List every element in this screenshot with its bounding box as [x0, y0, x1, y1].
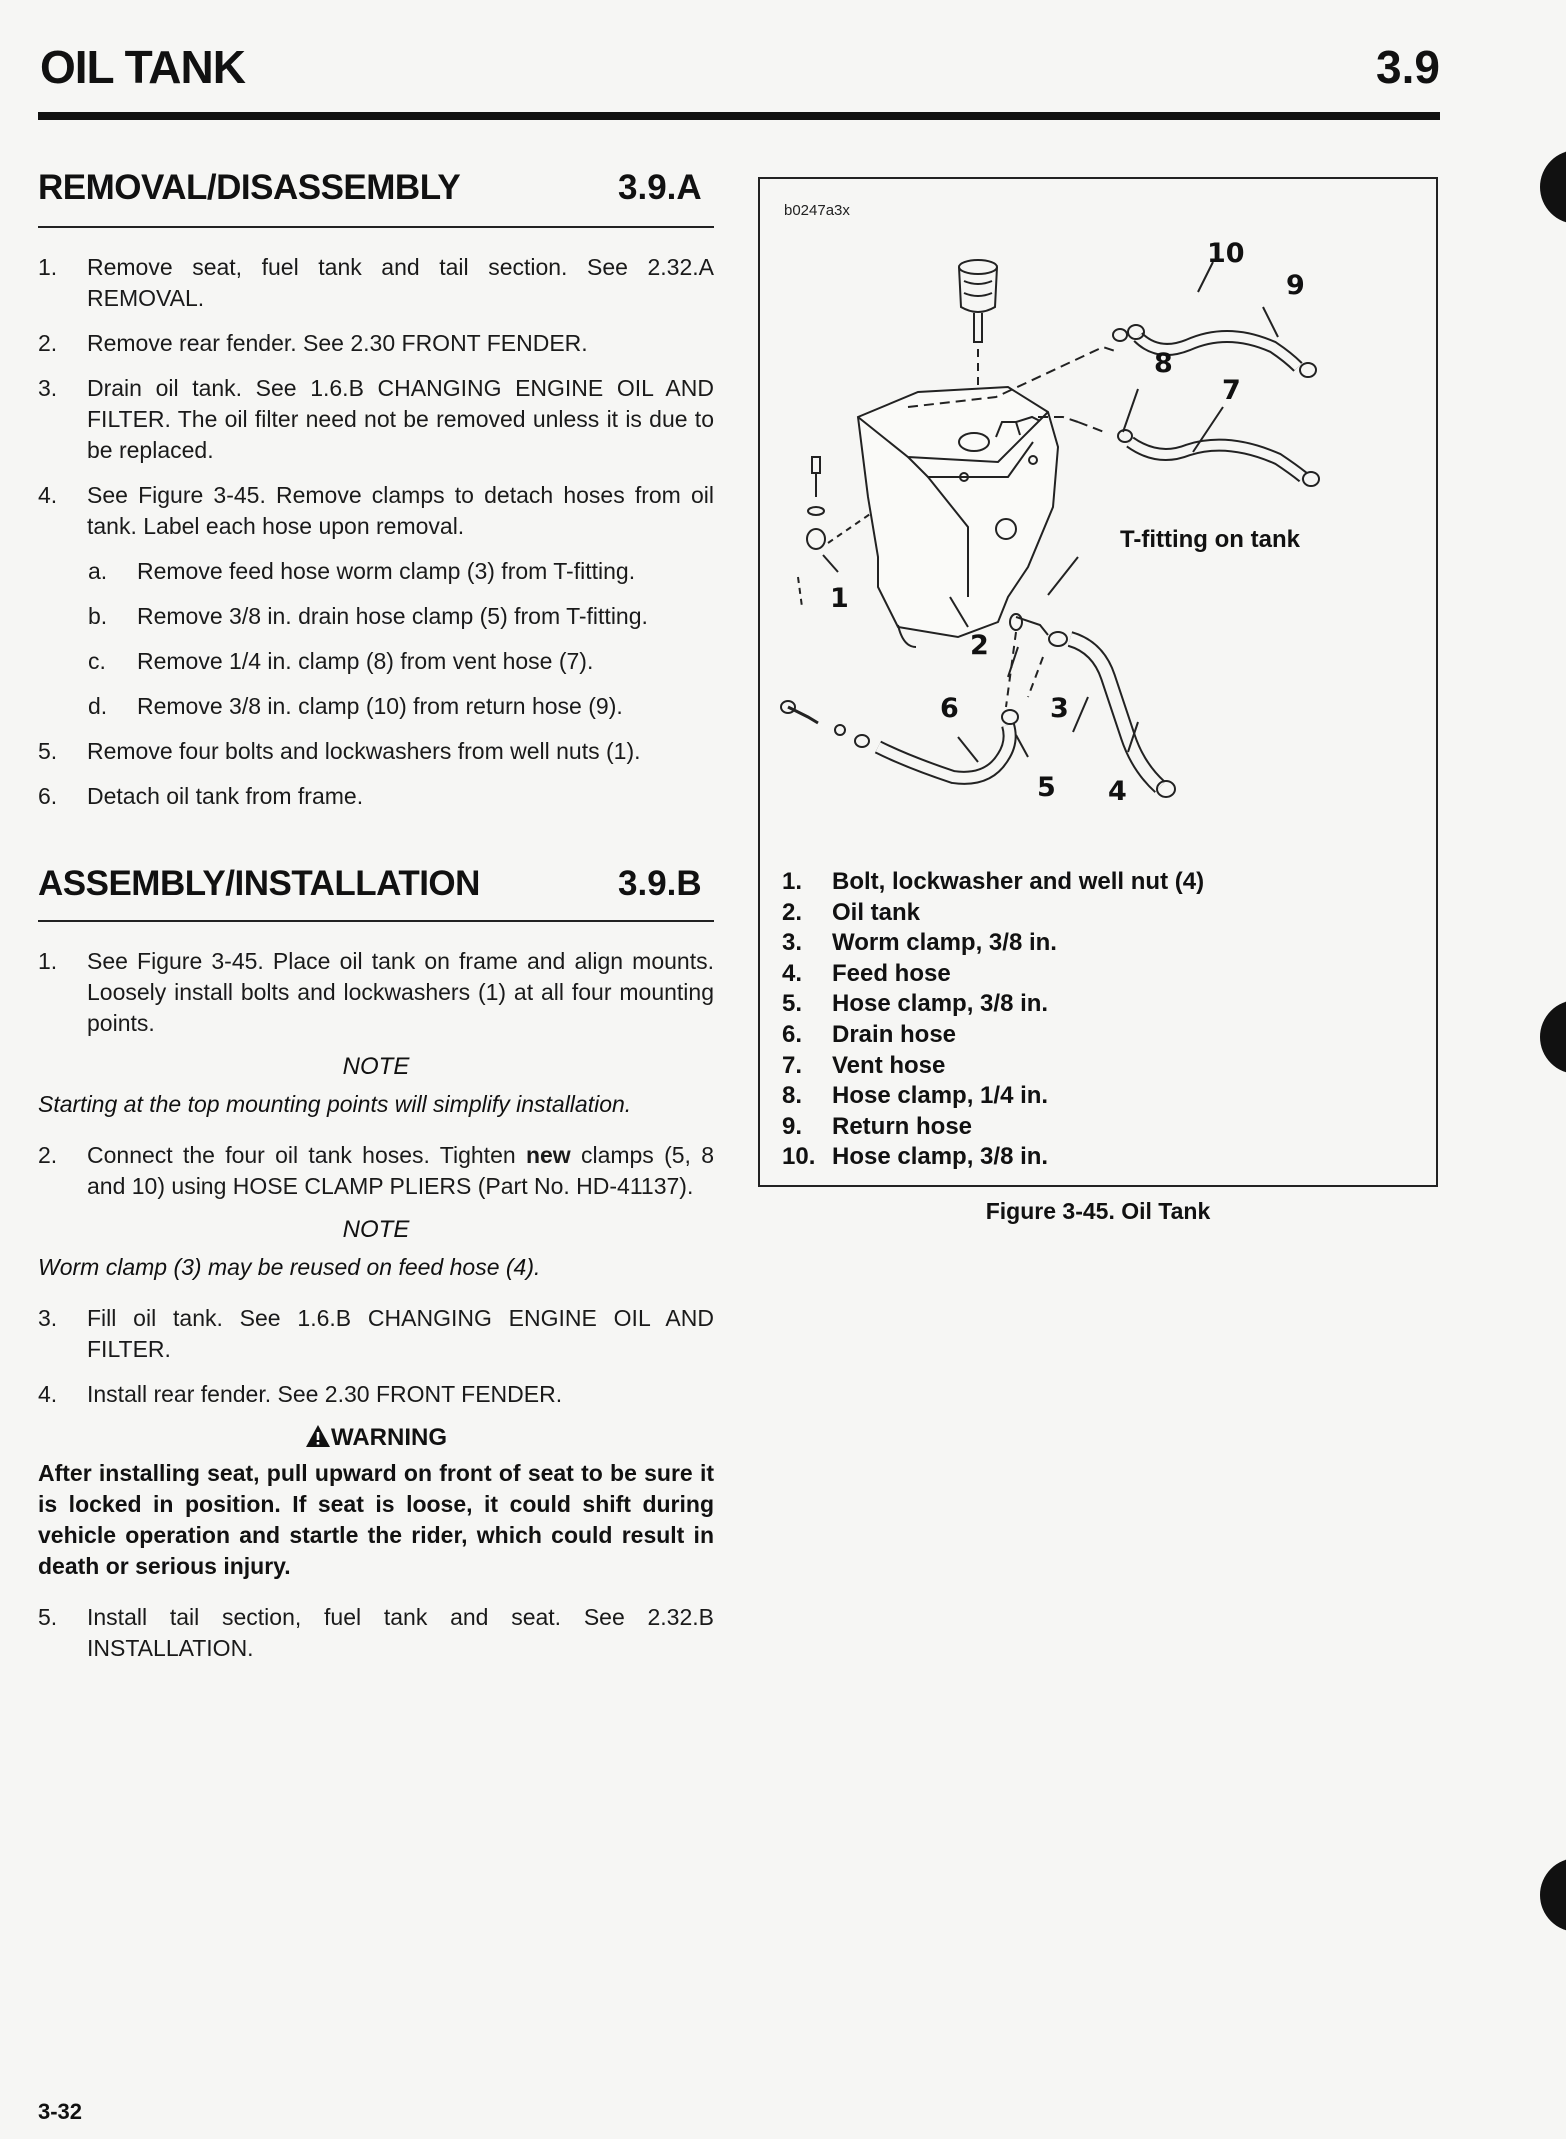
list-item: b. Remove 3/8 in. drain hose clamp (5) from T-fitting.	[88, 603, 648, 629]
assembly-rule	[38, 920, 714, 922]
binder-tab-mark	[1540, 1858, 1566, 1932]
removal-heading: REMOVAL/DISASSEMBLY	[38, 168, 461, 207]
removal-rule	[38, 226, 714, 228]
assembly-steps-c	[38, 1303, 714, 1410]
section-number: 3.9	[1376, 41, 1440, 93]
list-item: 5. Install tail section, fuel tank and seat. See 2.32.B INSTALLATION.	[38, 1604, 714, 1661]
tfitting-label: T-fitting on tank	[1120, 526, 1300, 553]
callout-6: 6	[940, 693, 959, 724]
list-item: 4. See Figure 3-45. Remove clamps to detach hoses from oil tank. Label each hose upon removal.	[38, 482, 714, 539]
list-item: 3. Fill oil tank. See 1.6.B CHANGING ENGINE OIL AND FILTER.	[38, 1305, 714, 1362]
list-item: 1. Remove seat, fuel tank and tail section. See 2.32.A REMOVAL.	[38, 254, 714, 311]
binder-tab-mark	[1540, 150, 1566, 224]
list-item: 2. Connect the four oil tank hoses. Tighten new clamps (5, 8 and 10) using HOSE CLAMP PLIERS (Part No. HD-41137).	[38, 1142, 714, 1199]
assembly-section-code: 3.9.B	[618, 864, 702, 903]
callout-1: 1	[830, 583, 849, 614]
note-text: Starting at the top mounting points will simplify installation.	[38, 1091, 632, 1117]
figure-legend	[782, 867, 1204, 1173]
assembly-body	[38, 946, 714, 1678]
list-item: 2. Remove rear fender. See 2.30 FRONT FENDER.	[38, 330, 588, 356]
list-item: 5. Remove four bolts and lockwashers from well nuts (1).	[38, 738, 641, 764]
page-title: OIL TANK	[40, 41, 245, 93]
note-heading: NOTE	[342, 1053, 410, 1080]
binder-tab-mark	[1540, 1000, 1566, 1074]
legend-item: 4. Feed hose	[782, 959, 951, 987]
callout-4: 4	[1108, 776, 1127, 807]
page-number: 3-32	[38, 2099, 83, 2124]
legend-item: 1. Bolt, lockwasher and well nut (4)	[782, 868, 1205, 895]
legend-item: 10. Hose clamp, 3/8 in.	[782, 1143, 1049, 1171]
assembly-heading: ASSEMBLY/INSTALLATION	[38, 864, 480, 903]
list-item: 4. Install rear fender. See 2.30 FRONT FENDER.	[38, 1381, 563, 1407]
list-item: 3. Drain oil tank. See 1.6.B CHANGING ENGINE OIL AND FILTER. The oil filter need not be removed unless it is due to be replaced.	[38, 375, 714, 463]
list-item: 6. Detach oil tank from frame.	[38, 783, 364, 809]
title-rule	[38, 112, 1440, 120]
legend-item: 6. Drain hose	[782, 1020, 957, 1048]
figure-caption: Figure 3-45. Oil Tank	[985, 1198, 1211, 1224]
warning-text: After installing seat, pull upward on front of seat to be sure it is locked in position. If seat is loose, it could shift during vehicle operation and startle the rider, which could result in death or serious injury.	[38, 1460, 714, 1579]
list-item: 1. See Figure 3-45. Place oil tank on frame and align mounts. Loosely install bolts and lockwashers (1) at all four mounting points.	[38, 948, 714, 1036]
list-item: a. Remove feed hose worm clamp (3) from T-fitting.	[88, 558, 636, 584]
callout-10: 10	[1207, 238, 1245, 269]
legend-item: 8. Hose clamp, 1/4 in.	[782, 1082, 1049, 1110]
list-item: c. Remove 1/4 in. clamp (8) from vent hose (7).	[88, 648, 594, 674]
callout-8: 8	[1154, 348, 1173, 379]
removal-steps	[38, 252, 714, 826]
figure-id: b0247a3x	[784, 202, 850, 219]
assembly-steps-d	[38, 1602, 714, 1664]
legend-item: 5. Hose clamp, 3/8 in.	[782, 990, 1049, 1018]
callout-5: 5	[1037, 772, 1056, 803]
callout-3: 3	[1050, 693, 1069, 724]
callout-2: 2	[970, 630, 989, 661]
warning-heading: WARNING	[38, 1424, 714, 1452]
callout-7: 7	[1222, 375, 1241, 406]
oil-tank-diagram	[758, 177, 1438, 837]
callout-9: 9	[1286, 270, 1305, 301]
legend-item: 2. Oil tank	[782, 898, 921, 926]
list-item: d. Remove 3/8 in. clamp (10) from return hose (9).	[88, 693, 623, 719]
legend-item: 9. Return hose	[782, 1112, 973, 1140]
assembly-steps-a	[38, 946, 714, 1039]
warning-triangle-icon	[305, 1424, 331, 1448]
legend-item: 3. Worm clamp, 3/8 in.	[782, 929, 1057, 957]
legend-item: 7. Vent hose	[782, 1051, 946, 1079]
removal-section-code: 3.9.A	[618, 168, 702, 207]
assembly-steps-b	[38, 1140, 714, 1202]
note-text: Worm clamp (3) may be reused on feed hose (4).	[38, 1254, 541, 1280]
note-heading: NOTE	[342, 1216, 410, 1243]
